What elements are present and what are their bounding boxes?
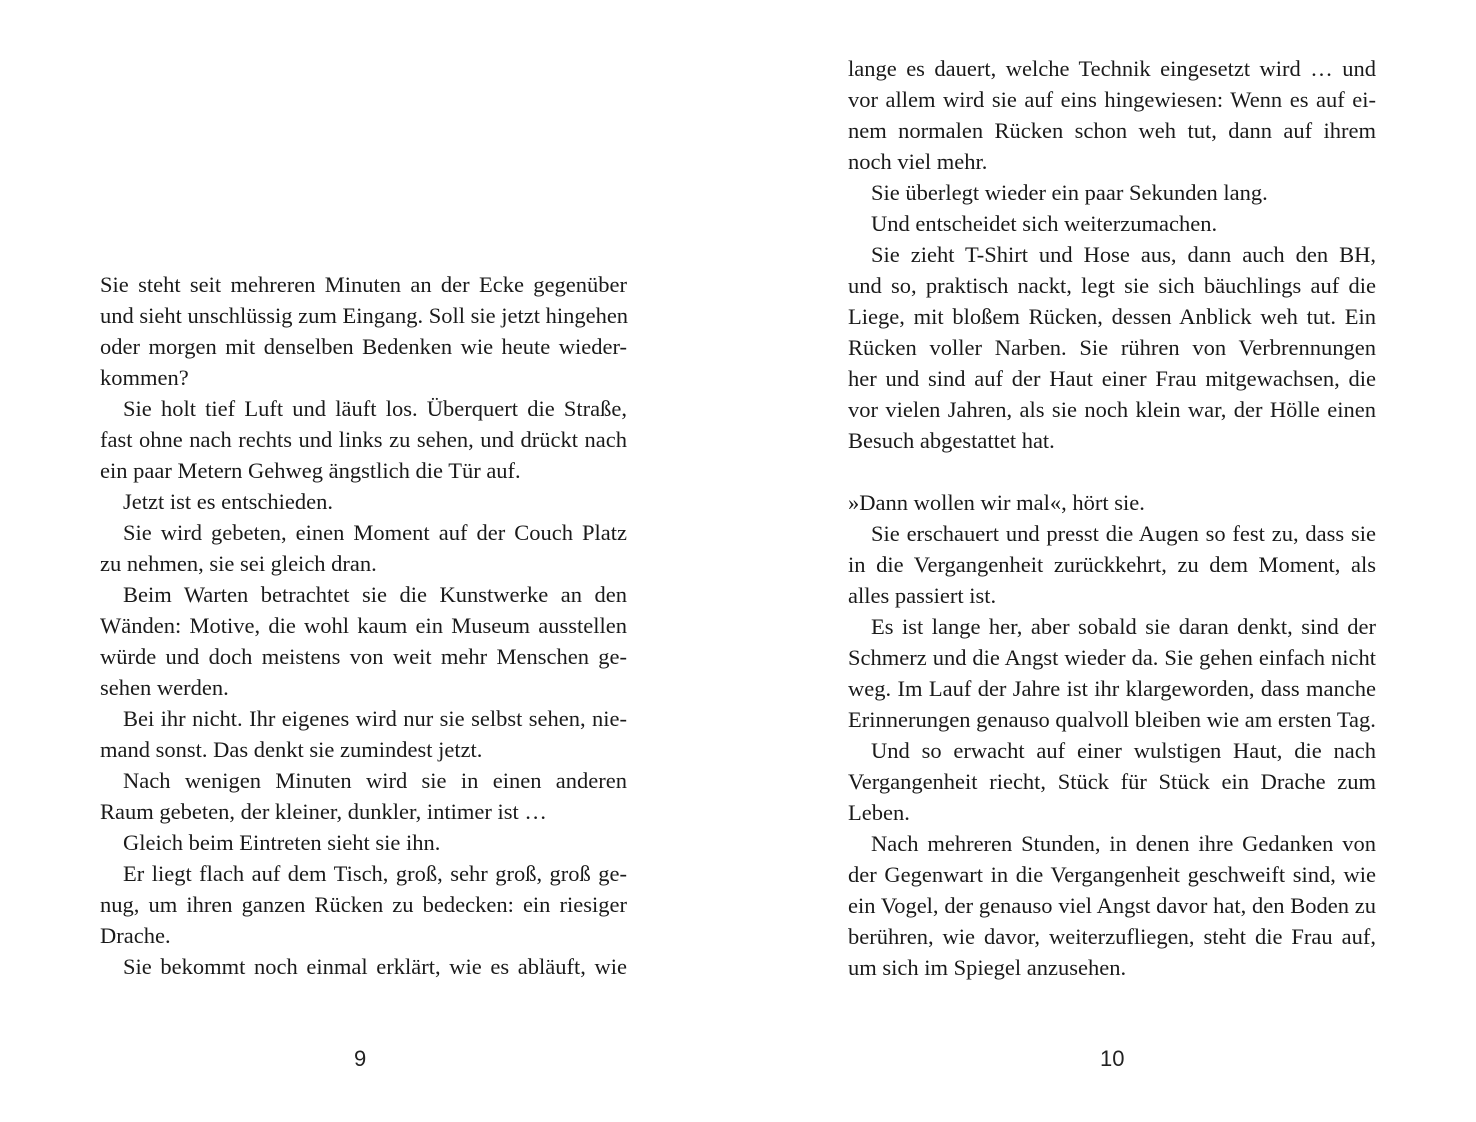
text-line: »Dann wollen wir mal«, hört sie. xyxy=(848,490,1145,515)
text-line: würde und doch meistens von weit mehr Menschen ge- xyxy=(100,644,627,669)
text-line: Raum gebeten, der kleiner, dunkler, intimer ist … xyxy=(100,799,547,824)
text-line: nem normalen Rücken schon weh tut, dann auf ihrem xyxy=(848,118,1376,143)
text-line: Gleich beim Eintreten sieht sie ihn. xyxy=(123,830,441,855)
page-number: 10 xyxy=(1100,1046,1125,1071)
text-line: Beim Warten betrachtet sie die Kunstwerke an den xyxy=(123,582,627,607)
text-line: fast ohne nach rechts und links zu sehen, und drückt nach xyxy=(100,427,627,452)
text-line: oder morgen mit denselben Bedenken wie heute wieder- xyxy=(100,334,627,359)
text-line: und so, praktisch nackt, legt sie sich bäuchlings auf die xyxy=(848,273,1376,298)
text-line: der Gegenwart in die Vergangenheit geschweift sind, wie xyxy=(848,862,1376,887)
text-line: in die Vergangenheit zurückkehrt, zu dem Moment, als xyxy=(848,552,1376,577)
text-line: zu nehmen, sie sei gleich dran. xyxy=(100,551,377,576)
text-line: weg. Im Lauf der Jahre ist ihr klargeworden, dass manche xyxy=(848,676,1376,701)
text-line: kommen? xyxy=(100,365,189,390)
text-line: Und entscheidet sich weiterzumachen. xyxy=(871,211,1218,236)
text-line: und sieht unschlüssig zum Eingang. Soll sie jetzt hingehen xyxy=(100,303,629,328)
page-number: 9 xyxy=(354,1046,367,1071)
text-line: Sie erschauert und presst die Augen so fest zu, dass sie xyxy=(871,521,1376,546)
text-line: um sich im Spiegel anzusehen. xyxy=(848,955,1127,980)
text-line: Er liegt flach auf dem Tisch, groß, sehr groß, groß ge- xyxy=(123,861,627,886)
text-line: her und sind auf der Haut einer Frau mitgewachsen, die xyxy=(848,366,1376,391)
left-page-text xyxy=(100,269,627,982)
text-line: Sie steht seit mehreren Minuten an der Ecke gegenüber xyxy=(100,272,627,297)
text-line: vor vielen Jahren, als sie noch klein war, der Hölle einen xyxy=(848,397,1376,422)
text-line: Leben. xyxy=(848,800,910,825)
text-line: Sie bekommt noch einmal erklärt, wie es abläuft, wie xyxy=(123,954,627,979)
text-line: ein Vogel, der genauso viel Angst davor hat, den Boden zu xyxy=(848,893,1376,918)
text-line: Drache. xyxy=(100,923,171,948)
text-line: alles passiert ist. xyxy=(848,583,997,608)
text-line: Bei ihr nicht. Ihr eigenes wird nur sie selbst sehen, nie- xyxy=(123,706,627,731)
text-line: Und so erwacht auf einer wulstigen Haut, die nach xyxy=(871,738,1376,763)
text-line: mand sonst. Das denkt sie zumindest jetzt. xyxy=(100,737,483,762)
text-line: Sie überlegt wieder ein paar Sekunden lang. xyxy=(871,180,1268,205)
text-line: Nach mehreren Stunden, in denen ihre Gedanken von xyxy=(871,831,1376,856)
text-line: Jetzt ist es entschieden. xyxy=(123,489,333,514)
right-page-text xyxy=(848,53,1376,983)
text-line: Rücken voller Narben. Sie rühren von Verbrennungen xyxy=(848,335,1376,360)
text-line: Sie wird gebeten, einen Moment auf der Couch Platz xyxy=(123,520,627,545)
text-line: lange es dauert, welche Technik eingesetzt wird … und xyxy=(848,56,1376,81)
text-line: Erinnerungen genauso qualvoll bleiben wie am ersten Tag. xyxy=(848,707,1376,732)
text-line: ein paar Metern Gehweg ängstlich die Tür auf. xyxy=(100,458,521,483)
section-break xyxy=(848,456,1376,487)
text-line: Es ist lange her, aber sobald sie daran denkt, sind der xyxy=(871,614,1376,639)
text-line: Sie zieht T-Shirt und Hose aus, dann auch den BH, xyxy=(871,242,1376,267)
text-line: Besuch abgestattet hat. xyxy=(848,428,1055,453)
text-line: Wänden: Motive, die wohl kaum ein Museum ausstellen xyxy=(100,613,627,638)
text-line: Sie holt tief Luft und läuft los. Überquert die Straße, xyxy=(123,396,627,421)
text-line: Schmerz und die Angst wieder da. Sie gehen einfach nicht xyxy=(848,645,1376,670)
text-line: Liege, mit bloßem Rücken, dessen Anblick weh tut. Ein xyxy=(848,304,1376,329)
right-page xyxy=(738,0,1476,1122)
text-line: noch viel mehr. xyxy=(848,149,988,174)
text-line: nug, um ihren ganzen Rücken zu bedecken: ein riesiger xyxy=(100,892,627,917)
text-line: Vergangenheit riecht, Stück für Stück ein Drache zum xyxy=(848,769,1376,794)
text-line: berühren, wie davor, weiterzufliegen, steht die Frau auf, xyxy=(848,924,1376,949)
text-line: vor allem wird sie auf eins hingewiesen: Wenn es auf ei- xyxy=(848,87,1376,112)
text-line: Nach wenigen Minuten wird sie in einen anderen xyxy=(123,768,627,793)
text-line: sehen werden. xyxy=(100,675,229,700)
